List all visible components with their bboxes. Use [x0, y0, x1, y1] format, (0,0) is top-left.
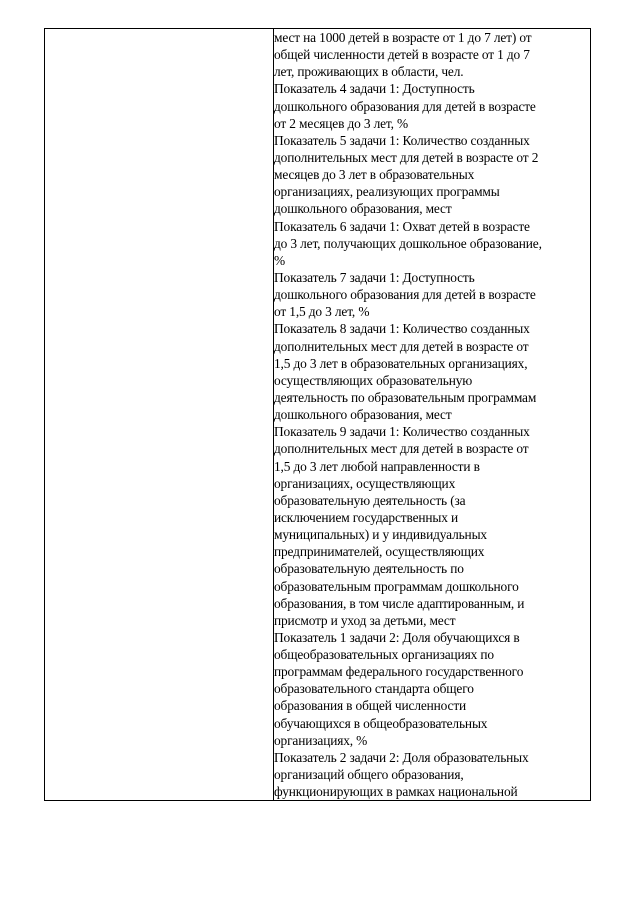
text-line: деятельность по образовательным программам — [274, 389, 537, 405]
text-line: образовательного стандарта общего — [274, 681, 474, 697]
text-line: программам федерального государственного — [274, 664, 524, 680]
text-line: образования, в том числе адаптированным, и — [274, 595, 525, 611]
text-line: % — [274, 252, 286, 268]
text-line: Показатель 9 задачи 1: Количество созданных — [274, 424, 530, 440]
right-cell — [274, 29, 591, 801]
text-line: дошкольного образования для детей в возрасте — [274, 98, 536, 114]
text-line: общей численности детей в возрасте от 1 до 7 — [274, 47, 530, 63]
text-line: дополнительных мест для детей в возрасте от 2 — [274, 149, 539, 165]
indicator-table — [44, 28, 591, 801]
text-line: Показатель 1 задачи 2: Доля обучающихся в — [274, 629, 520, 645]
text-line: образовательную деятельность по — [274, 561, 464, 577]
text-line: образования в общей численности — [274, 698, 467, 714]
text-line: от 1,5 до 3 лет, % — [274, 304, 370, 320]
text-line: Показатель 2 задачи 2: Доля образовательных — [274, 749, 529, 765]
text-line: от 2 месяцев до 3 лет, % — [274, 115, 409, 131]
table-row — [45, 29, 591, 801]
text-line: дошкольного образования для детей в возрасте — [274, 287, 536, 303]
text-line: дополнительных мест для детей в возрасте от — [274, 338, 529, 354]
text-line: лет, проживающих в области, чел. — [274, 64, 464, 80]
text-line: 1,5 до 3 лет любой направленности в — [274, 458, 480, 474]
text-line: Показатель 6 задачи 1: Охват детей в возрасте — [274, 218, 530, 234]
text-line: предпринимателей, осуществляющих — [274, 544, 485, 560]
text-line: организаций общего образования, — [274, 767, 464, 783]
text-line: до 3 лет, получающих дошкольное образование, — [274, 235, 542, 251]
text-line: мест на 1000 детей в возрасте от 1 до 7 лет) от — [274, 30, 532, 45]
text-line: исключением государственных и — [274, 509, 458, 525]
text-line: организациях, % — [274, 732, 368, 748]
text-line: Показатель 7 задачи 1: Доступность — [274, 269, 475, 285]
text-line: 1,5 до 3 лет в образовательных организациях, — [274, 355, 528, 371]
text-line: дополнительных мест для детей в возрасте от — [274, 441, 529, 457]
text-line: функционирующих в рамках национальной — [274, 784, 518, 800]
text-line: образовательным программам дошкольного — [274, 578, 519, 594]
text-line: организациях, реализующих программы — [274, 184, 500, 200]
text-line: муниципальных) и у индивидуальных — [274, 527, 487, 543]
text-line: дошкольного образования, мест — [274, 201, 452, 217]
text-line: Показатель 5 задачи 1: Количество созданных — [274, 132, 530, 148]
text-line: Показатель 8 задачи 1: Количество созданных — [274, 321, 530, 337]
text-line: дошкольного образования, мест — [274, 407, 452, 423]
text-line: месяцев до 3 лет в образовательных — [274, 167, 475, 183]
text-line: образовательную деятельность (за — [274, 492, 466, 508]
text-line: Показатель 4 задачи 1: Доступность — [274, 81, 475, 97]
text-line: присмотр и уход за детьми, мест — [274, 612, 456, 628]
text-line: общеобразовательных организациях по — [274, 647, 494, 663]
left-cell — [45, 29, 274, 801]
text-line: организациях, осуществляющих — [274, 475, 456, 491]
text-line: обучающихся в общеобразовательных — [274, 715, 488, 731]
text-line: осуществляющих образовательную — [274, 372, 473, 388]
